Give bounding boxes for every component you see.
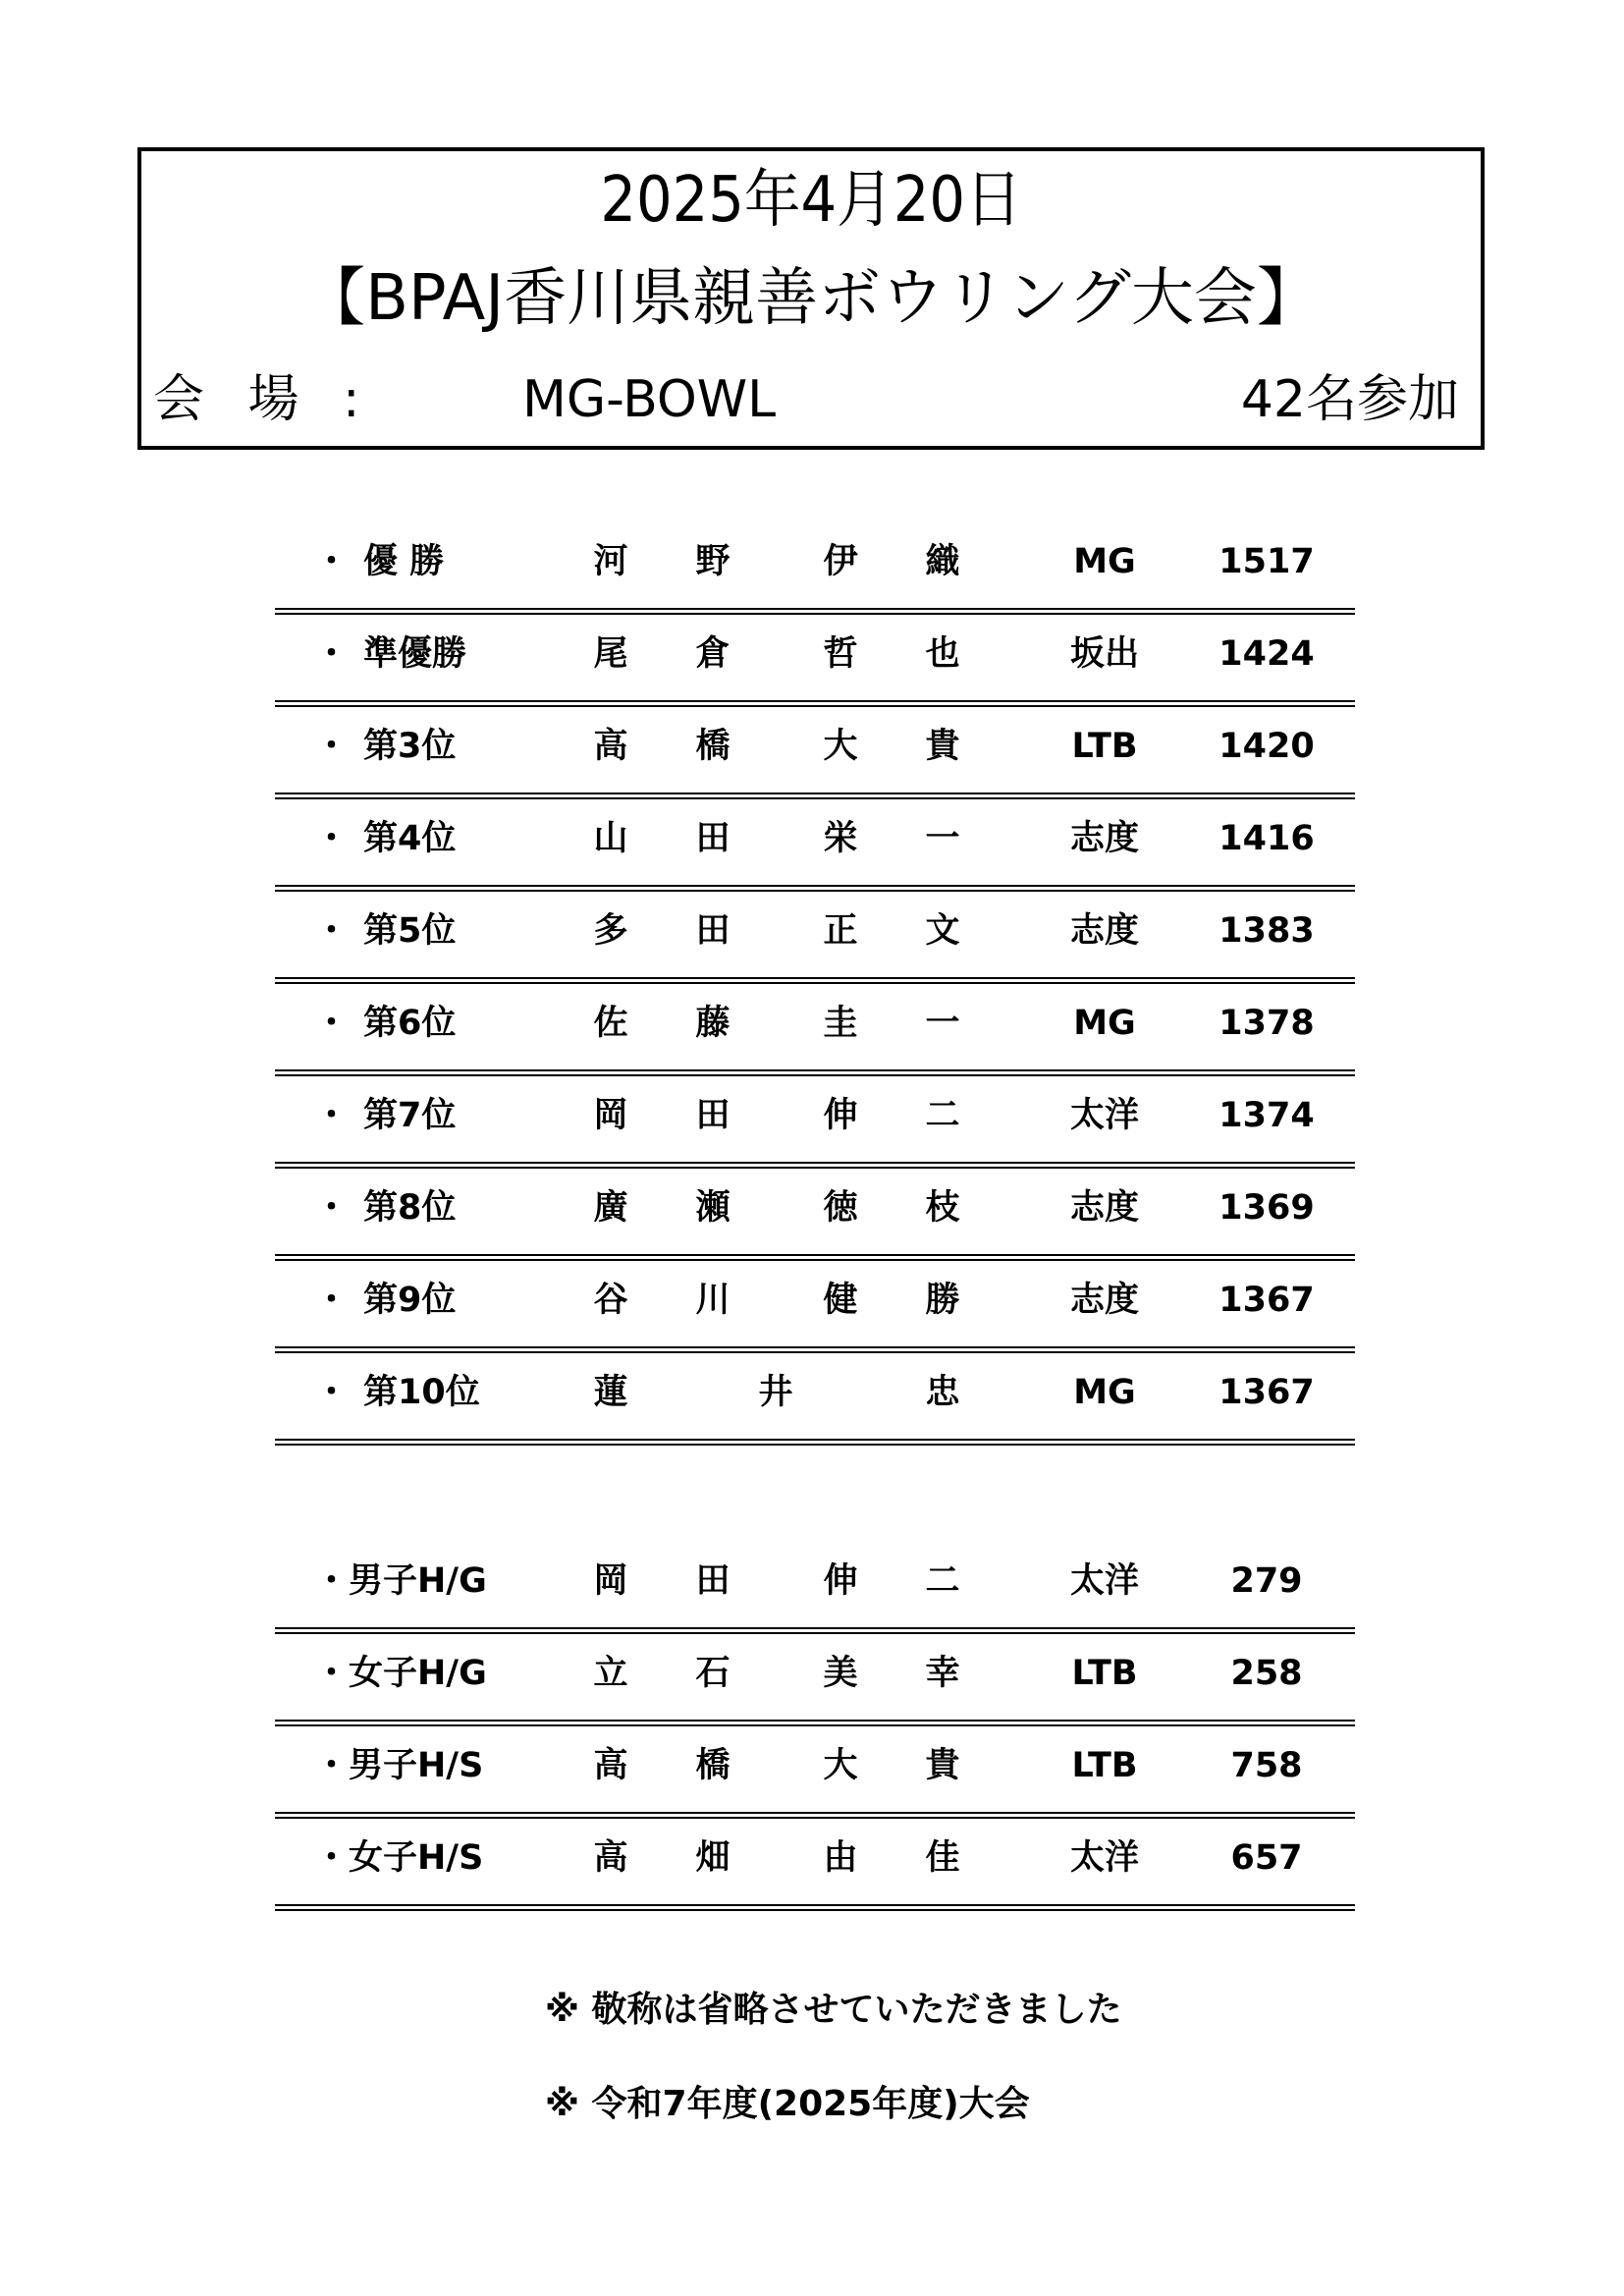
- team-cell: 志度: [1069, 911, 1139, 951]
- player-name-char: 高: [593, 1838, 628, 1878]
- team-cell: 坂出: [1069, 634, 1139, 674]
- player-name-char: 瀬: [695, 1188, 731, 1228]
- player-name-char: 正: [823, 911, 858, 951]
- ranking-row: [275, 615, 1355, 707]
- rank-label: 第5位: [363, 911, 457, 951]
- player-name-char: 尾: [593, 634, 628, 674]
- rank-cell: [314, 1076, 511, 1155]
- score-cell: 1517: [1218, 542, 1315, 581]
- rank-label: 第7位: [363, 1096, 457, 1135]
- player-name-char: 伸: [823, 1561, 858, 1601]
- player-name-char: 田: [695, 1561, 731, 1601]
- rank-label: 第8位: [363, 1188, 457, 1228]
- score-cell: 1378: [1218, 1004, 1315, 1043]
- rank-label: 第4位: [363, 819, 457, 858]
- score-cell: 1420: [1218, 727, 1315, 766]
- award-row: [275, 1542, 1355, 1634]
- player-name-char: 田: [695, 911, 731, 951]
- rank-bullet: ・: [314, 1096, 350, 1135]
- team-cell: MG: [1073, 542, 1136, 581]
- score-cell: 758: [1230, 1746, 1303, 1785]
- rank-label: 第6位: [363, 1004, 457, 1043]
- player-name-char: 栄: [823, 819, 858, 858]
- player-name-char: 也: [925, 634, 960, 674]
- note-honorifics: ※ 敬称は省略させていただきました: [545, 1990, 1122, 2030]
- rank-bullet: ・: [314, 634, 350, 674]
- rank-cell: [314, 984, 511, 1063]
- ranking-row: [275, 707, 1355, 799]
- player-name-char: 伸: [823, 1096, 858, 1135]
- rank-bullet: ・: [314, 542, 350, 581]
- team-cell: 太洋: [1069, 1096, 1139, 1135]
- team-cell: LTB: [1071, 1746, 1138, 1785]
- team-cell: MG: [1073, 1373, 1136, 1412]
- player-name-char: 二: [925, 1561, 960, 1601]
- player-name-char: 二: [925, 1096, 960, 1135]
- player-name-char: 忠: [925, 1373, 960, 1412]
- player-name-char: 石: [695, 1654, 731, 1693]
- player-name-char: 由: [823, 1838, 858, 1878]
- score-cell: 1416: [1218, 819, 1315, 858]
- team-cell: LTB: [1071, 1654, 1138, 1693]
- team-cell: 志度: [1069, 1188, 1139, 1228]
- ranking-row: [275, 1353, 1355, 1446]
- ranking-row: [275, 799, 1355, 892]
- score-cell: 1424: [1218, 634, 1315, 674]
- score-cell: 279: [1230, 1561, 1303, 1601]
- player-name-char: 大: [823, 727, 858, 766]
- player-name-char: 田: [695, 1096, 731, 1135]
- score-cell: 657: [1230, 1838, 1303, 1878]
- player-name-char: 畑: [695, 1838, 731, 1878]
- player-name-char: 河: [593, 542, 628, 581]
- player-name-char: 橋: [695, 1746, 731, 1785]
- ranking-row: [275, 522, 1355, 615]
- player-name-char: 貴: [925, 1746, 960, 1785]
- rank-cell: [314, 615, 511, 693]
- rank-bullet: ・: [314, 1281, 350, 1320]
- rank-cell: [314, 892, 511, 970]
- player-name-char: 佐: [593, 1004, 628, 1043]
- team-cell: 志度: [1069, 1281, 1139, 1320]
- score-cell: 1369: [1218, 1188, 1315, 1228]
- ranking-row: [275, 892, 1355, 984]
- player-name-char: 織: [925, 542, 960, 581]
- score-cell: 1367: [1218, 1373, 1315, 1412]
- player-name-char: 美: [823, 1654, 858, 1693]
- rank-bullet: ・: [314, 911, 350, 951]
- rank-bullet: ・: [314, 1004, 350, 1043]
- ranking-row: [275, 1076, 1355, 1169]
- player-name-char: 藤: [695, 1004, 731, 1043]
- score-cell: 1367: [1218, 1281, 1315, 1320]
- player-name-char: 徳: [823, 1188, 858, 1228]
- player-name-char: 幸: [925, 1654, 960, 1693]
- player-name-char: 貴: [925, 727, 960, 766]
- award-label: ・男子H/S: [314, 1746, 484, 1785]
- score-cell: 1383: [1218, 911, 1315, 951]
- player-name-char: 枝: [925, 1188, 960, 1228]
- player-name-char: 勝: [925, 1281, 960, 1320]
- rank-cell: [314, 522, 511, 601]
- rank-bullet: ・: [314, 1373, 350, 1412]
- player-name-char: 伊: [823, 542, 858, 581]
- note-fiscal-year: ※ 令和7年度(2025年度)大会: [545, 2084, 1030, 2124]
- rank-cell: [314, 1353, 511, 1432]
- player-name-char: 哲: [823, 634, 858, 674]
- score-cell: 258: [1230, 1654, 1303, 1693]
- ranking-row: [275, 1169, 1355, 1261]
- rank-label: 第10位: [363, 1373, 480, 1412]
- award-label: ・男子H/G: [314, 1561, 487, 1601]
- player-name-char: 田: [695, 819, 731, 858]
- player-name-char: 蓮: [593, 1373, 628, 1412]
- team-cell: MG: [1073, 1004, 1136, 1043]
- player-name-char: 廣: [593, 1188, 628, 1228]
- header-box: [137, 147, 1485, 450]
- participant-count: 42名参加: [1240, 370, 1459, 429]
- rankings-table: [275, 522, 1355, 1446]
- award-row: [275, 1819, 1355, 1911]
- player-name-char: 佳: [925, 1838, 960, 1878]
- player-name-char: 一: [925, 1004, 960, 1043]
- team-cell: 志度: [1069, 819, 1139, 858]
- player-name-char: 高: [593, 727, 628, 766]
- rank-cell: [314, 1169, 511, 1247]
- player-name-char: 倉: [695, 634, 731, 674]
- player-name-char: 多: [593, 911, 628, 951]
- player-name-char: 文: [925, 911, 960, 951]
- awards-table: [275, 1542, 1355, 1911]
- rank-label: 第3位: [363, 727, 457, 766]
- award-row: [275, 1726, 1355, 1819]
- player-name-char: 健: [823, 1281, 858, 1320]
- award-label: ・女子H/G: [314, 1654, 487, 1693]
- rank-cell: [314, 707, 511, 786]
- player-name-char: 高: [593, 1746, 628, 1785]
- player-name-char: 岡: [593, 1561, 628, 1601]
- rank-cell: [314, 799, 511, 878]
- award-label: ・女子H/S: [314, 1838, 484, 1878]
- event-title: 【BPAJ香川県親善ボウリング大会】: [302, 262, 1320, 335]
- team-cell: LTB: [1071, 727, 1138, 766]
- player-name-char: 圭: [823, 1004, 858, 1043]
- venue-label: 会 場 :: [153, 370, 374, 429]
- player-name-char: 野: [695, 542, 731, 581]
- rank-cell: [314, 1261, 511, 1339]
- award-row: [275, 1634, 1355, 1726]
- player-name-char: 立: [593, 1654, 628, 1693]
- score-cell: 1374: [1218, 1096, 1315, 1135]
- rank-label: 優 勝: [363, 542, 445, 581]
- player-name-char: 橋: [695, 727, 731, 766]
- player-name-char: 一: [925, 819, 960, 858]
- ranking-row: [275, 1261, 1355, 1353]
- player-name-char: 岡: [593, 1096, 628, 1135]
- team-cell: 太洋: [1069, 1561, 1139, 1601]
- rank-label: 準優勝: [363, 634, 467, 674]
- player-name-char: 山: [593, 819, 628, 858]
- ranking-row: [275, 984, 1355, 1076]
- rank-bullet: ・: [314, 1188, 350, 1228]
- player-name-char: 谷: [593, 1281, 628, 1320]
- event-date: 2025年4月20日: [600, 164, 1022, 237]
- venue-name: MG-BOWL: [522, 370, 777, 429]
- player-name-char: 井: [758, 1373, 793, 1412]
- rank-label: 第9位: [363, 1281, 457, 1320]
- rank-bullet: ・: [314, 727, 350, 766]
- team-cell: 太洋: [1069, 1838, 1139, 1878]
- player-name-char: 大: [823, 1746, 858, 1785]
- rank-bullet: ・: [314, 819, 350, 858]
- player-name-char: 川: [695, 1281, 731, 1320]
